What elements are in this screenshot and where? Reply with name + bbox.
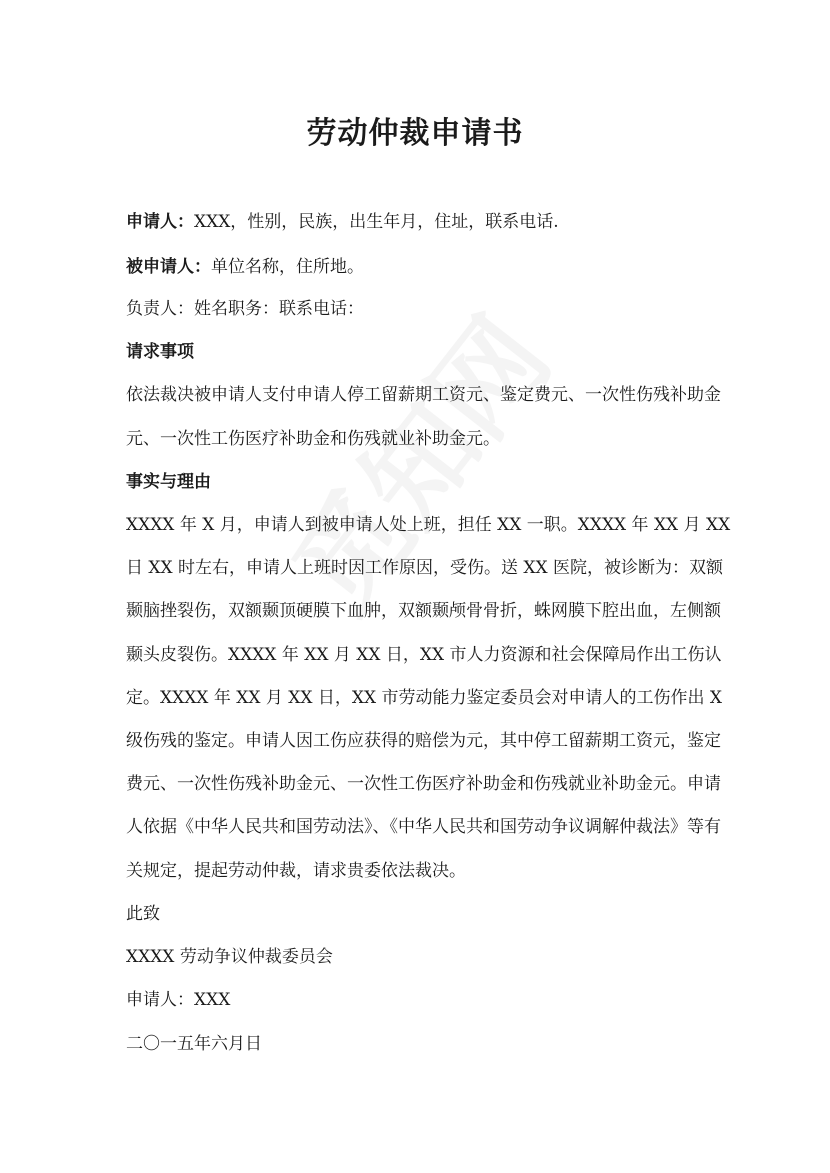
respondent-label: 被申请人： xyxy=(126,257,211,277)
recipient-line: XXXX 劳动争议仲裁委员会 xyxy=(126,947,333,967)
facts-line: 定。XXXX 年 XX 月 XX 日，XX 市劳动能力鉴定委员会对申请人的工伤作出 X xyxy=(126,688,722,708)
applicant-label: 申请人： xyxy=(126,212,194,232)
page-title: 劳动仲裁申请书 xyxy=(306,116,524,151)
facts-heading: 事实与理由 xyxy=(126,472,211,492)
applicant-line xyxy=(126,211,559,233)
facts-line: 人依据《中华人民共和国劳动法》、《中华人民共和国劳动争议调解仲裁法》等有 xyxy=(126,817,721,837)
requests-line: 元、一次性工伤医疗补助金和伤残就业补助金元。 xyxy=(126,429,500,449)
facts-line: 费元、一次性伤残补助金元、一次性工伤医疗补助金和伤残就业补助金元。申请 xyxy=(126,774,721,794)
facts-line: 关规定，提起劳动仲裁，请求贵委依法裁决。 xyxy=(126,861,466,881)
watermark xyxy=(251,280,579,637)
requests-heading: 请求事项 xyxy=(126,342,194,362)
respondent-line xyxy=(126,256,364,278)
respondent-text: 单位名称，住所地。 xyxy=(211,257,364,277)
closing-line: 此致 xyxy=(126,904,160,924)
signature-line: 申请人：XXX xyxy=(126,990,231,1010)
responsible-line: 负责人：姓名职务：联系电话： xyxy=(126,299,364,319)
facts-line: 颞头皮裂伤。XXXX 年 XX 月 XX 日，XX 市人力资源和社会保障局作出工伤认 xyxy=(126,645,722,665)
requests-line: 依法裁决被申请人支付申请人停工留薪期工资元、鉴定费元、一次性伤残补助金 xyxy=(126,385,721,405)
applicant-text: XXX，性别，民族，出生年月，住址，联系电话. xyxy=(194,212,559,232)
facts-line: 级伤残的鉴定。申请人因工伤应获得的赔偿为元，其中停工留薪期工资元，鉴定 xyxy=(126,731,721,751)
facts-line: 日 XX 时左右，申请人上班时因工作原因，受伤。送 XX 医院，被诊断为：双额 xyxy=(126,558,724,578)
date-line: 二〇一五年六月日 xyxy=(126,1034,262,1054)
facts-line: 颞脑挫裂伤，双额颞顶硬膜下血肿，双额颞颅骨骨折，蛛网膜下腔出血，左侧额 xyxy=(126,601,721,621)
facts-line: XXXX 年 X 月，申请人到被申请人处上班，担任 XX 一职。XXXX 年 XX 月 XX xyxy=(126,515,731,535)
